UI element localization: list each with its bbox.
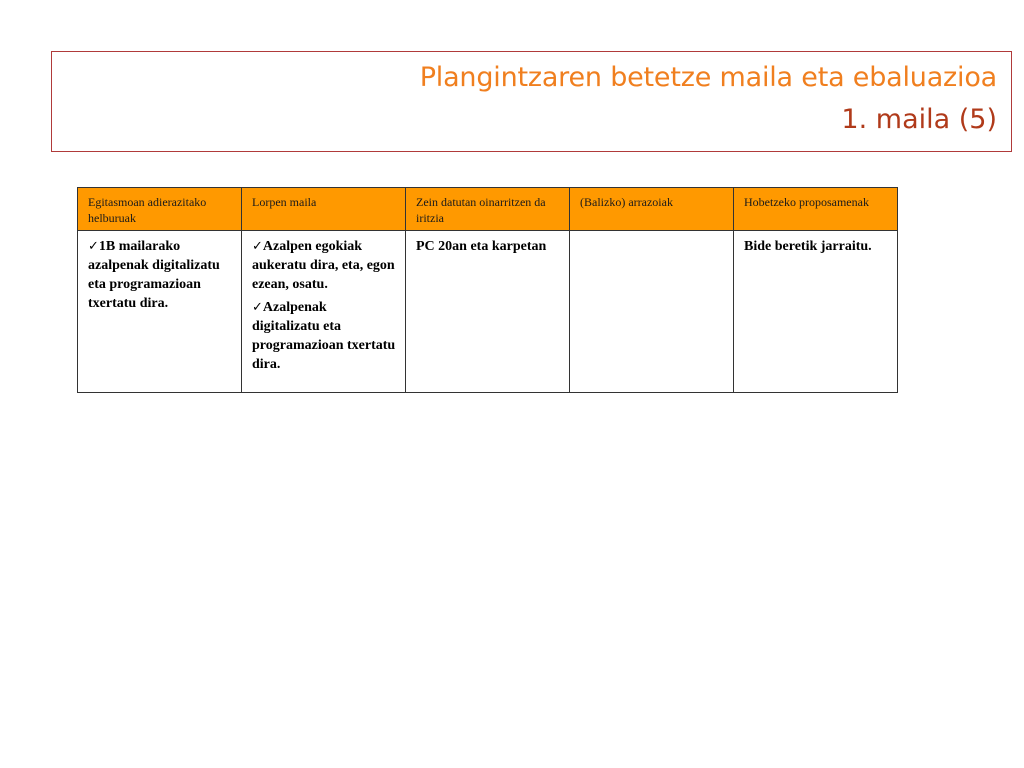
checkmark-icon: ✓ — [88, 239, 99, 254]
page-subtitle: 1. maila (5) — [841, 104, 997, 135]
cell-arrazoiak — [570, 231, 734, 393]
list-item: ✓1B mailarako azalpenak digitalizatu eta programazioan txertatu dira. — [88, 239, 220, 311]
cell-proposamenak: Bide beretik jarraitu. — [734, 231, 898, 393]
cell-helburuak — [78, 231, 242, 393]
title-box — [51, 51, 1012, 152]
header-lorpen-maila: Lorpen maila — [242, 188, 406, 231]
header-arrazoiak: (Balizko) arrazoiak — [570, 188, 734, 231]
list-item: ✓Azalpen egokiak aukeratu dira, eta, egon ezean, osatu. — [252, 239, 395, 292]
checkmark-icon: ✓ — [252, 300, 263, 315]
page-title: Plangintzaren betetze maila eta ebaluazioa — [419, 62, 997, 93]
table-header-row — [78, 188, 898, 231]
table-row — [78, 231, 898, 393]
cell-lorpen-maila — [242, 231, 406, 393]
header-helburuak: Egitasmoan adierazitako helburuak — [78, 188, 242, 231]
cell-datuak: PC 20an eta karpetan — [406, 231, 570, 393]
evaluation-table — [77, 187, 898, 393]
list-item: ✓Azalpenak digitalizatu eta programazioan txertatu dira. — [252, 300, 396, 372]
checkmark-icon: ✓ — [252, 239, 263, 254]
header-proposamenak: Hobetzeko proposamenak — [734, 188, 898, 231]
header-datuak: Zein datutan oinarritzen da iritzia — [406, 188, 570, 231]
